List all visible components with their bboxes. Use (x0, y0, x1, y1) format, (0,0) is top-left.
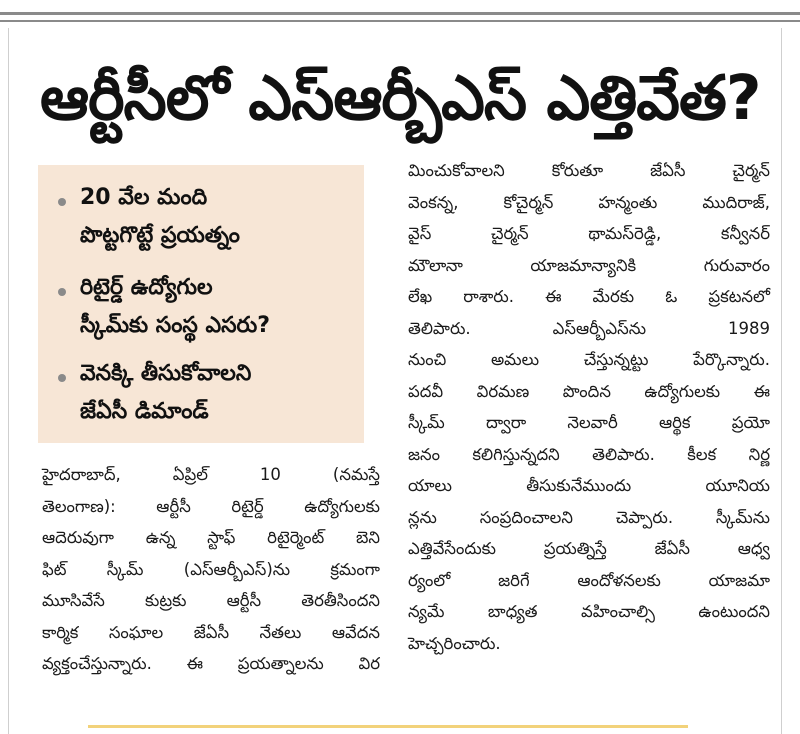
body-line: కార్మిక సంఘాల జేఏసీ నేతలు ఆవేదన (42, 622, 380, 642)
body-line: వైస్ చైర్మన్ థామస్‌రెడ్డి, కన్వీనర్ (408, 224, 770, 243)
body-line: ఎత్తివేసేందుకు ప్రయత్నిస్తే జేఏసీ ఆధ్వ (408, 539, 770, 558)
body-line: హెచ్చరించారు. (408, 633, 501, 653)
body-line: ర్యంలో జరిగే ఆందోళనలకు యాజమా (408, 570, 770, 590)
body-line: యాలు తీసుకునేముందు యూనియ (408, 476, 770, 495)
body-line: తెలిపారు. ఎస్ఆర్బీఎస్‌ను 1989 (408, 318, 770, 338)
body-line: జనం కలిగిస్తున్నదని తెలిపారు. కీలక నిర్ణ (408, 444, 770, 464)
headline: ఆర్టీసీలో ఎస్ఆర్బీఎస్ ఎత్తివేత? (40, 62, 761, 134)
bottom-accent-rule (88, 725, 688, 728)
body-line: పదవీ విరమణ పొందిన ఉద్యోగులకు ఈ (408, 381, 770, 401)
top-rule (0, 12, 800, 15)
body-line: ఫిట్ స్కీమ్ (ఎస్ఆర్బీఎస్)ను క్రమంగా (42, 559, 380, 579)
body-line: వెంకన్న, కోచైర్మన్ హన్మంతు ముదిరాజ్, (408, 192, 770, 212)
bullet-icon (58, 288, 66, 296)
body-column-right (408, 155, 770, 659)
bullet-icon (58, 198, 66, 206)
body-line: మూసివేసే కుట్రకు ఆర్టీసీ తెరతీసిందని (42, 591, 380, 610)
body-line: స్కీమ్ ద్వారా నెలవారీ ఆర్థిక ప్రయో (408, 413, 770, 432)
highlight-line: పొట్టగొట్టే ప్రయత్నం (80, 223, 240, 248)
body-line: న్యమే బాధ్యత వహించాల్సి ఉంటుందని (408, 602, 770, 621)
body-line: నుంచి అమలు చేస్తున్నట్టు పేర్కొన్నారు. (408, 350, 770, 369)
highlight-line: రిటైర్డ్ ఉద్యోగుల (80, 275, 213, 300)
body-line: హైదరాబాద్, ఏప్రిల్ 10 (నమస్తే (42, 465, 380, 484)
body-line: మౌలానా యాజమాన్యానికి గురువారం (408, 255, 770, 275)
highlight-line: స్కీమ్‌కు సంస్థ ఎసరు? (80, 313, 270, 338)
body-line: మించుకోవాలని కోరుతూ జేఏసీ చైర్మన్ (408, 161, 770, 180)
top-rule-thin (0, 20, 800, 22)
body-line: న్లను సంప్రదించాలని చెప్పారు. స్కీమ్‌ను (408, 507, 770, 527)
highlight-box (38, 165, 364, 443)
body-line: వ్యక్తంచేస్తున్నారు. ఈ ప్రయత్నాలను విర (42, 654, 380, 673)
body-line: ఆదెరువుగా ఉన్న స్టాఫ్ రిటైర్మెంట్ బెని (42, 528, 380, 547)
highlight-line: జేఏసీ డిమాండ్ (80, 399, 209, 424)
body-column-left (42, 459, 380, 680)
highlight-line: వెనక్కి తీసుకోవాలని (80, 361, 252, 386)
bullet-icon (58, 374, 66, 382)
body-line: తెలంగాణ): ఆర్టీసీ రిటైర్డ్ ఉద్యోగులకు (42, 496, 380, 516)
body-line: లేఖ రాశారు. ఈ మేరకు ఓ ప్రకటనలో (408, 287, 770, 306)
highlight-line: 20 వేల మంది (80, 185, 208, 210)
